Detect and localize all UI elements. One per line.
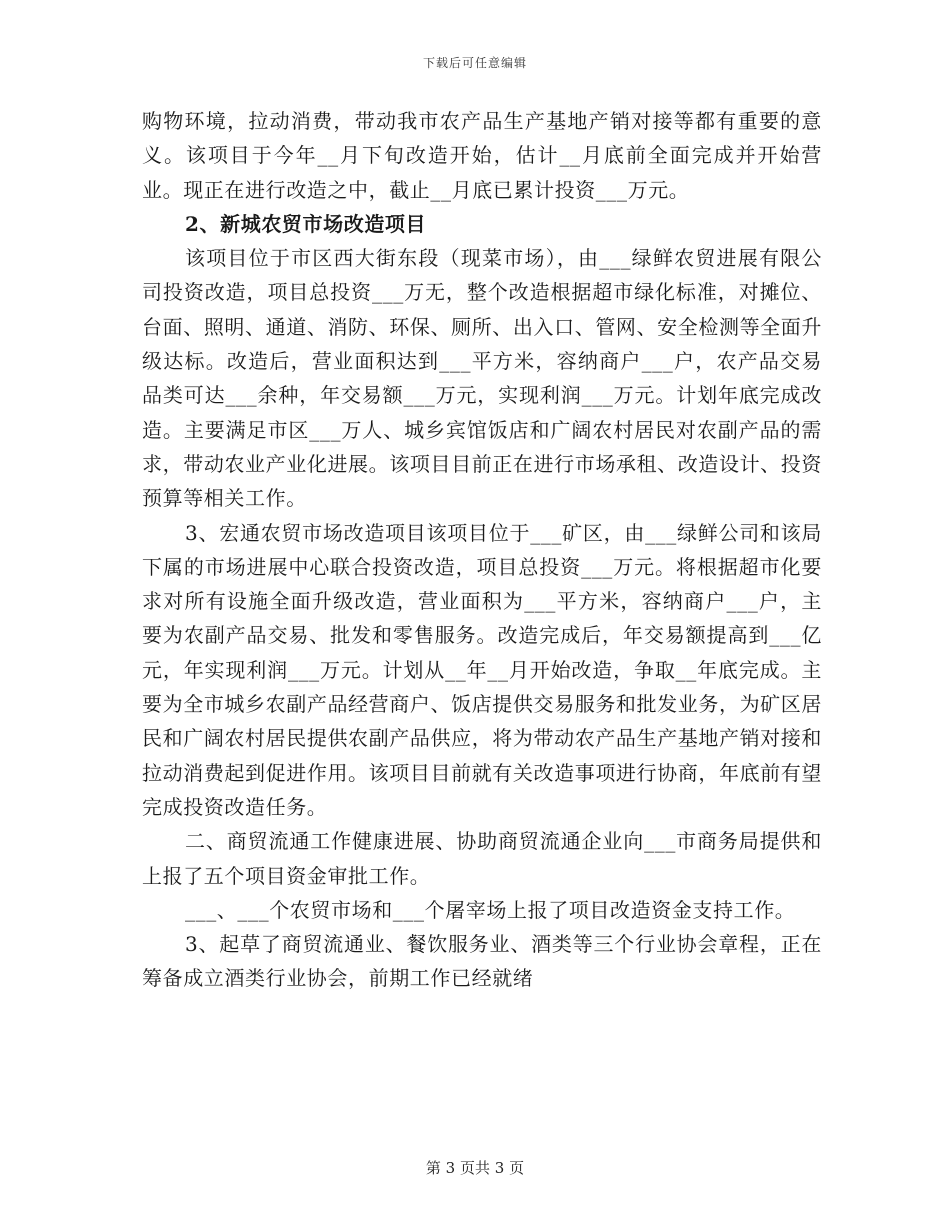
page-header: 下载后可任意编辑 <box>422 56 527 70</box>
paragraph-intro-continuation: 购物环境，拉动消费，带动我市农产品生产基地产销对接等都有重要的意义。该项目于今年__月下旬改造开始，估计__月底前全面完成并开始营业。现正在进行改造之中，截止__月底已累计投资___万元。 <box>142 109 822 202</box>
page-footer: 第 3 页共 3 页 <box>425 1159 525 1177</box>
section-heading-xincheng-market: 2、新城农贸市场改造项目 <box>185 211 427 236</box>
paragraph-industry-associations: 3、起草了商贸流通业、餐饮服务业、酒类等三个行业协会章程，正在筹备成立酒类行业协会，前期工作已经就绪 <box>142 932 822 991</box>
paragraph-hongtong-market: 3、宏通农贸市场改造项目该项目位于___矿区，由___绿鲜公司和该局下属的市场进展中心联合投资改造，项目总投资___万元。将根据超市化要求对所有设施全面升级改造，营业面积为___平方米，容纳商户___户，主要为农副产品交易、批发和零售服务。改造完成后，年交易额提高到___亿元，年实现利润___万元。计划从__年__月开始改造，争取__年底完成。主要为全市城乡农副产品经营商户、饭店提供交易服务和批发业务，为矿区居民和广阔农村居民提供农副产品供应，将为带动农产品生产基地产销对接和拉动消费起到促进作用。该项目目前就有关改造事项进行协商，年底前有望完成投资改造任务。 <box>142 520 822 819</box>
paragraph-commerce-circulation: 二、商贸流通工作健康进展、协助商贸流通企业向___市商务局提供和上报了五个项目资金审批工作。 <box>142 829 822 888</box>
paragraph-market-funding: ___、___个农贸市场和___个屠宰场上报了项目改造资金支持工作。 <box>185 897 796 922</box>
paragraph-xincheng-market: 该项目位于市区西大街东段（现菜市场），由___绿鲜农贸进展有限公司投资改造，项目总投资___万无，整个改造根据超市绿化标准，对摊位、台面、照明、通道、消防、环保、厕所、出入口、管网、安全检测等全面升级达标。改造后，营业面积达到___平方米，容纳商户___户，农产品交易品类可达___余种，年交易额___万元，实现利润___万元。计划年底完成改造。主要满足市区___万人、城乡宾馆饭店和广阔农村居民对农副产品的需求，带动农业产业化进展。该项目目前正在进行市场承租、改造设计、投资预算等相关工作。 <box>142 246 822 511</box>
document-body <box>142 104 822 996</box>
